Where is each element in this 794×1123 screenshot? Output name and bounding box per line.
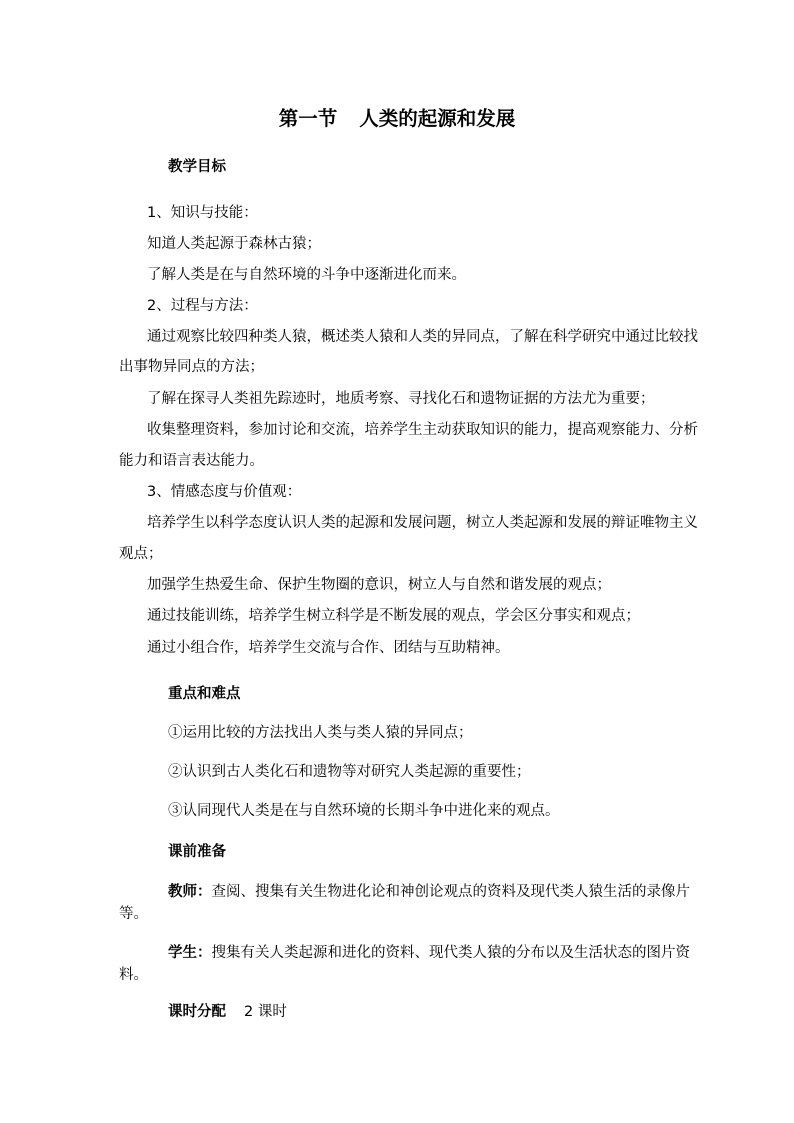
process-paragraph-1: 通过观察比较四种类人猿，概述类人猿和人类的异同点，了解在科学研究中通过比较找 (147, 329, 698, 345)
page-title (0, 106, 794, 132)
schedule-row (168, 1002, 287, 1022)
title-text: 人类的起源和发展 (359, 107, 516, 130)
key-points-heading: 重点和难点 (168, 686, 241, 702)
process-paragraph-3-cont: 能力和语言表达能力。 (119, 453, 264, 469)
teacher-label: 教师： (168, 884, 212, 900)
key-point-item: ①运用比较的方法找出人类与类人猿的异同点； (168, 725, 473, 741)
teacher-prep-text: 查阅、搜集有关生物进化论和神创论观点的资料及现代类人猿生活的录像片 (211, 884, 690, 900)
knowledge-item: 了解人类是在与自然环境的斗争中逐渐进化而来。 (147, 267, 466, 283)
student-prep-text: 搜集有关人类起源和进化的资料、现代类人猿的分布以及生活状态的图片资 (211, 945, 690, 961)
teacher-prep (168, 882, 690, 902)
key-point-item: ③认同现代人类是在与自然环境的长期斗争中进化来的观点。 (168, 803, 560, 819)
attitude-paragraph-2: 加强学生热爱生命、保护生物圈的意识，树立人与自然和谐发展的观点； (147, 577, 611, 593)
preparation-heading: 课前准备 (168, 844, 226, 860)
attitude-heading: 3、情感态度与价值观： (147, 484, 302, 500)
knowledge-item: 知道人类起源于森林古猿； (147, 236, 321, 252)
attitude-paragraph-4: 通过小组合作，培养学生交流与合作、团结与互助精神。 (147, 640, 510, 656)
objectives-heading: 教学目标 (168, 159, 226, 175)
process-paragraph-1-cont: 出事物异同点的方法； (119, 359, 264, 375)
attitude-paragraph-3: 通过技能训练，培养学生树立科学是不断发展的观点，学会区分事实和观点； (147, 608, 640, 624)
key-point-item: ②认识到古人类化石和遗物等对研究人类起源的重要性； (168, 764, 531, 780)
teacher-prep-cont: 等。 (119, 906, 148, 922)
attitude-paragraph-1: 培养学生以科学态度认识人类的起源和发展问题，树立人类起源和发展的辩证唯物主义 (147, 515, 698, 531)
title-section-number: 第一节 (278, 107, 338, 130)
knowledge-heading: 1、知识与技能： (147, 205, 258, 221)
process-paragraph-3: 收集整理资料，参加讨论和交流，培养学生主动获取知识的能力，提高观察能力、分析 (147, 422, 698, 438)
student-prep (168, 943, 690, 963)
schedule-heading: 课时分配 (168, 1004, 226, 1020)
process-paragraph-2: 了解在探寻人类祖先踪迹时，地质考察、寻找化石和遗物证据的方法尤为重要； (147, 391, 655, 407)
schedule-value: 2 课时 (244, 1004, 287, 1020)
student-label: 学生： (168, 945, 212, 961)
attitude-paragraph-1-cont: 观点； (119, 546, 163, 562)
student-prep-cont: 料。 (119, 967, 148, 983)
process-heading: 2、过程与方法： (147, 298, 258, 314)
